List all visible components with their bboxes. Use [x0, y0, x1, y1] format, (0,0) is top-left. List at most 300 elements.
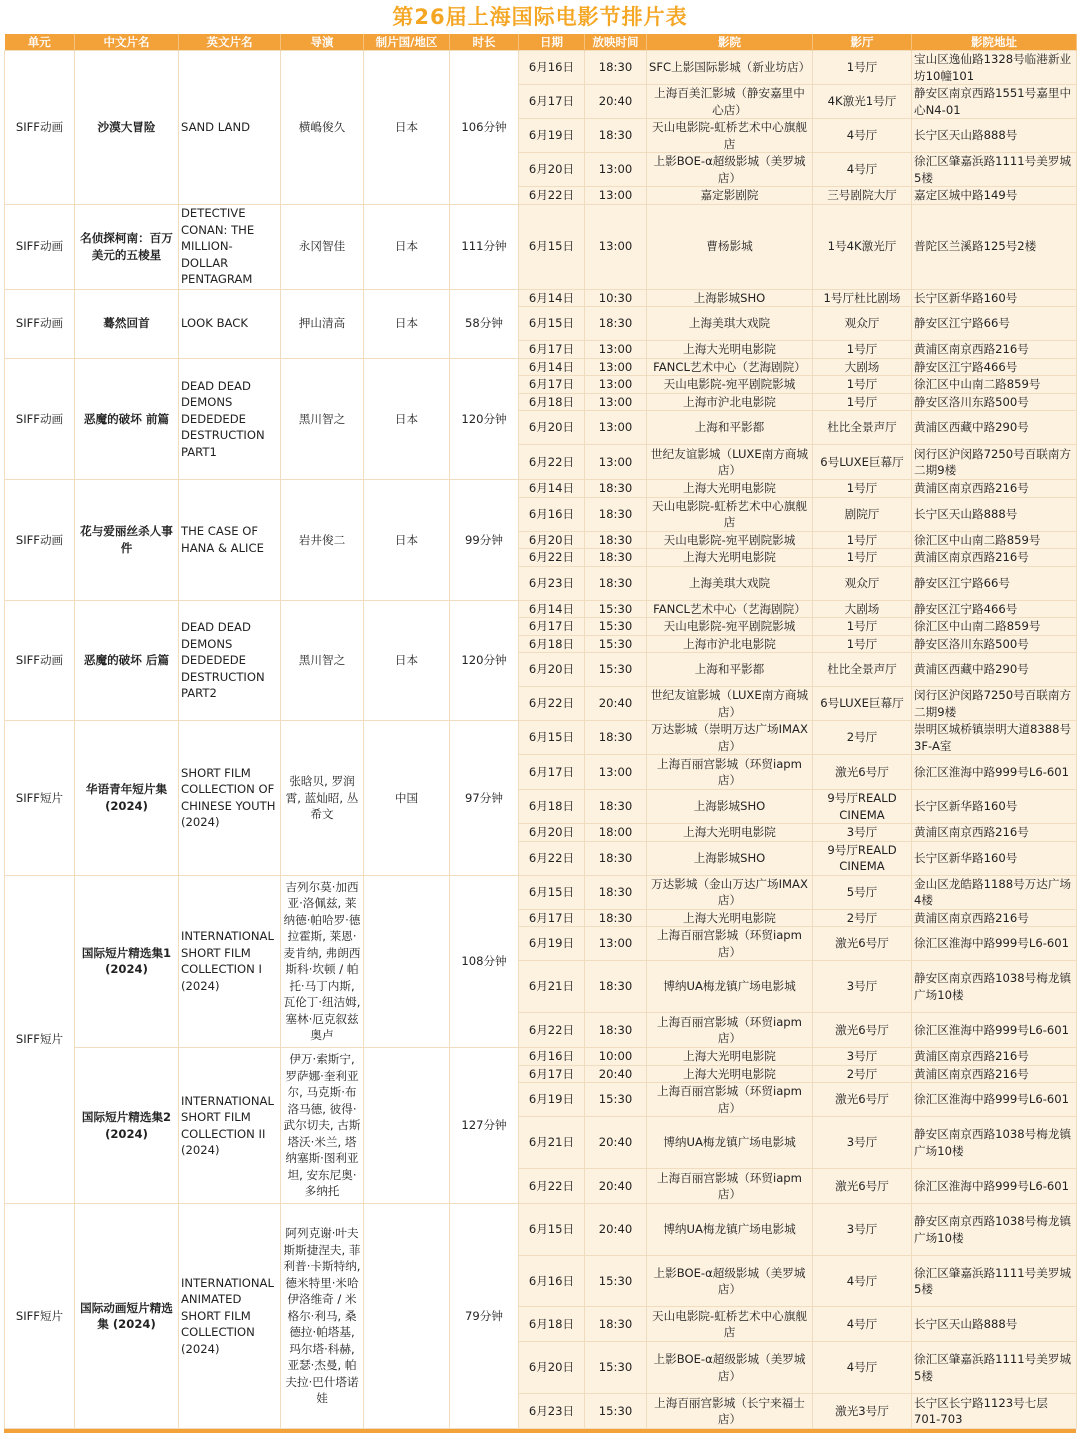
hall-name: 3号厅: [813, 824, 912, 842]
director: 横嶋俊久: [281, 51, 364, 205]
screening-time: 18:30: [585, 1307, 647, 1342]
cinema-name: 曹杨影城: [647, 204, 813, 289]
screening-time: 13:00: [585, 927, 647, 961]
cinema-name: FANCL艺术中心（艺海剧院）: [647, 358, 813, 376]
cinema-address: 静安区南京西路1551号嘉里中心N4-01: [912, 85, 1077, 119]
screening-row: [5, 480, 1077, 498]
hall-name: 激光6号厅: [813, 1013, 912, 1048]
cinema-name: 世纪友谊影城（LUXE南方商城店）: [647, 445, 813, 480]
screening-time: 15:30: [585, 1083, 647, 1117]
screening-date: 6月20日: [519, 1342, 585, 1394]
hall-name: 1号厅: [813, 549, 912, 567]
unit-cell: SIFF动画: [5, 358, 75, 480]
screening-date: 6月17日: [519, 1065, 585, 1083]
screening-date: 6月17日: [519, 341, 585, 359]
english-title: INTERNATIONAL SHORT FILM COLLECTION I (2024): [179, 875, 281, 1048]
country: 日本: [364, 480, 450, 601]
screening-date: 6月18日: [519, 1307, 585, 1342]
screening-date: 6月22日: [519, 549, 585, 567]
cinema-name: 上海大光明电影院: [647, 1048, 813, 1066]
screening-time: 18:30: [585, 875, 647, 909]
english-title: THE CASE OF HANA & ALICE: [179, 480, 281, 601]
screening-date: 6月21日: [519, 961, 585, 1013]
cinema-address: 徐汇区肇嘉浜路1111号美罗城5楼: [912, 1256, 1077, 1307]
director: 岩井俊二: [281, 480, 364, 601]
chinese-title: 蓦然回首: [75, 289, 179, 358]
cinema-name: 上海影城SHO: [647, 841, 813, 875]
screening-date: 6月16日: [519, 497, 585, 531]
cinema-name: 上海百丽宫影城（环贸iapm店）: [647, 755, 813, 790]
screening-date: 6月17日: [519, 85, 585, 119]
cinema-address: 黄浦区南京西路216号: [912, 909, 1077, 927]
screening-time: 10:30: [585, 289, 647, 307]
screening-date: 6月14日: [519, 480, 585, 498]
hall-name: 激光6号厅: [813, 1169, 912, 1204]
screening-row: [5, 289, 1077, 307]
screening-time: 13:00: [585, 411, 647, 445]
screening-date: 6月17日: [519, 755, 585, 790]
screening-time: 20:40: [585, 687, 647, 721]
screening-time: 18:30: [585, 909, 647, 927]
cinema-address: 静安区江宁路466号: [912, 358, 1077, 376]
cinema-address: 徐汇区中山南二路859号: [912, 531, 1077, 549]
screening-date: 6月22日: [519, 187, 585, 205]
hall-name: 1号厅: [813, 51, 912, 85]
screening-time: 18:30: [585, 1013, 647, 1048]
hall-name: 4号厅: [813, 1307, 912, 1342]
cinema-name: 天山电影院-虹桥艺术中心旗舰店: [647, 497, 813, 531]
screening-date: 6月22日: [519, 1013, 585, 1048]
cinema-address: 徐汇区淮海中路999号L6-601: [912, 1083, 1077, 1117]
screening-date: 6月17日: [519, 376, 585, 394]
screening-time: 13:00: [585, 445, 647, 480]
duration: 127分钟: [450, 1048, 519, 1204]
unit-cell: SIFF动画: [5, 204, 75, 289]
duration: 108分钟: [450, 875, 519, 1048]
screening-date: 6月20日: [519, 411, 585, 445]
english-title: SHORT FILM COLLECTION OF CHINESE YOUTH (2024): [179, 721, 281, 876]
screening-date: 6月20日: [519, 824, 585, 842]
hall-name: 大剧场: [813, 600, 912, 618]
screening-time: 18:30: [585, 566, 647, 600]
hall-name: 5号厅: [813, 875, 912, 909]
screening-date: 6月17日: [519, 909, 585, 927]
cinema-address: 静安区南京西路1038号梅龙镇广场10楼: [912, 1204, 1077, 1256]
screening-time: 18:30: [585, 497, 647, 531]
column-header: 单元: [5, 34, 75, 51]
cinema-address: 黄浦区南京西路216号: [912, 480, 1077, 498]
cinema-name: 万达影城（崇明万达广场IMAX店）: [647, 721, 813, 755]
country: 日本: [364, 358, 450, 480]
hall-name: 3号厅: [813, 1117, 912, 1169]
cinema-address: 徐汇区中山南二路859号: [912, 618, 1077, 636]
cinema-name: 上海和平影都: [647, 653, 813, 687]
hall-name: 1号厅: [813, 341, 912, 359]
unit-cell: SIFF短片: [5, 721, 75, 876]
screening-time: 18:30: [585, 51, 647, 85]
hall-name: 1号厅: [813, 480, 912, 498]
cinema-name: 天山电影院-宛平剧院影城: [647, 531, 813, 549]
cinema-address: 静安区南京西路1038号梅龙镇广场10楼: [912, 961, 1077, 1013]
hall-name: 激光6号厅: [813, 755, 912, 790]
cinema-name: 天山电影院-虹桥艺术中心旗舰店: [647, 119, 813, 153]
chinese-title: 国际短片精选集1 (2024): [75, 875, 179, 1048]
screening-time: 18:30: [585, 307, 647, 341]
screening-date: 6月22日: [519, 445, 585, 480]
screening-date: 6月14日: [519, 358, 585, 376]
english-title: INTERNATIONAL ANIMATED SHORT FILM COLLECTION (2024): [179, 1204, 281, 1429]
cinema-name: 上影BOE-α超级影城（美罗城店）: [647, 1256, 813, 1307]
screening-date: 6月20日: [519, 653, 585, 687]
hall-name: 杜比全景声厅: [813, 653, 912, 687]
hall-name: 3号厅: [813, 961, 912, 1013]
screening-time: 20:40: [585, 85, 647, 119]
column-header: 制片国/地区: [364, 34, 450, 51]
screening-date: 6月14日: [519, 289, 585, 307]
hall-name: 观众厅: [813, 566, 912, 600]
chinese-title: 华语青年短片集(2024): [75, 721, 179, 876]
country: 中国: [364, 721, 450, 876]
chinese-title: 花与爱丽丝杀人事件: [75, 480, 179, 601]
cinema-address: 徐汇区中山南二路859号: [912, 376, 1077, 394]
cinema-address: 静安区南京西路1038号梅龙镇广场10楼: [912, 1117, 1077, 1169]
hall-name: 激光6号厅: [813, 927, 912, 961]
hall-name: 激光3号厅: [813, 1394, 912, 1429]
cinema-name: 上海大光明电影院: [647, 824, 813, 842]
screening-time: 18:30: [585, 841, 647, 875]
cinema-name: 上影BOE-α超级影城（美罗城店）: [647, 153, 813, 187]
screening-time: 15:30: [585, 1256, 647, 1307]
screening-date: 6月18日: [519, 393, 585, 411]
cinema-name: 上海大光明电影院: [647, 341, 813, 359]
cinema-address: 徐汇区淮海中路999号L6-601: [912, 755, 1077, 790]
english-title: SAND LAND: [179, 51, 281, 205]
director: 押山清高: [281, 289, 364, 358]
director: 黑川智之: [281, 358, 364, 480]
unit-cell: SIFF动画: [5, 480, 75, 601]
duration: 97分钟: [450, 721, 519, 876]
country: [364, 875, 450, 1048]
cinema-address: 金山区龙皓路1188号万达广场4楼: [912, 875, 1077, 909]
screening-row: [5, 1048, 1077, 1066]
chinese-title: 国际动画短片精选集 (2024): [75, 1204, 179, 1429]
screening-date: 6月19日: [519, 1083, 585, 1117]
hall-name: 1号厅: [813, 618, 912, 636]
column-header: 导演: [281, 34, 364, 51]
country: 日本: [364, 204, 450, 289]
screening-time: 13:00: [585, 755, 647, 790]
cinema-address: 宝山区逸仙路1328号临港新业坊10幢101: [912, 51, 1077, 85]
cinema-address: 闵行区沪闵路7250号百联南方二期9楼: [912, 445, 1077, 480]
country: 日本: [364, 289, 450, 358]
hall-name: 3号厅: [813, 1048, 912, 1066]
cinema-address: 徐汇区肇嘉浜路1111号美罗城5楼: [912, 1342, 1077, 1394]
screening-time: 15:30: [585, 1394, 647, 1429]
screening-date: 6月19日: [519, 119, 585, 153]
duration: 79分钟: [450, 1204, 519, 1429]
screening-time: 15:30: [585, 618, 647, 636]
screening-date: 6月15日: [519, 875, 585, 909]
cinema-name: 上海和平影都: [647, 411, 813, 445]
column-header: 时长: [450, 34, 519, 51]
screening-time: 15:30: [585, 1342, 647, 1394]
cinema-address: 长宁区天山路888号: [912, 497, 1077, 531]
screening-time: 10:00: [585, 1048, 647, 1066]
bottom-rule: [4, 1429, 1076, 1433]
director: 永冈智佳: [281, 204, 364, 289]
screening-time: 20:40: [585, 1065, 647, 1083]
cinema-name: 上海百丽宫影城（环贸iapm店）: [647, 1083, 813, 1117]
screening-time: 18:30: [585, 549, 647, 567]
screening-time: 20:40: [585, 1204, 647, 1256]
cinema-name: 博纳UA梅龙镇广场电影城: [647, 1204, 813, 1256]
screening-time: 13:00: [585, 376, 647, 394]
cinema-address: 长宁区新华路160号: [912, 841, 1077, 875]
cinema-address: 静安区洛川东路500号: [912, 393, 1077, 411]
screening-date: 6月15日: [519, 204, 585, 289]
cinema-name: 上影BOE-α超级影城（美罗城店）: [647, 1342, 813, 1394]
screening-date: 6月22日: [519, 841, 585, 875]
page-title: 第26届上海国际电影节排片表: [392, 5, 688, 29]
cinema-address: 黄浦区西藏中路290号: [912, 653, 1077, 687]
screening-row: [5, 1204, 1077, 1256]
hall-name: 3号厅: [813, 1204, 912, 1256]
unit-cell: SIFF短片: [5, 875, 75, 1204]
header-row: [5, 34, 1077, 51]
screening-date: 6月23日: [519, 1394, 585, 1429]
cinema-name: 天山电影院-宛平剧院影城: [647, 618, 813, 636]
cinema-address: 徐汇区淮海中路999号L6-601: [912, 927, 1077, 961]
screening-date: 6月20日: [519, 153, 585, 187]
cinema-address: 闵行区沪闵路7250号百联南方二期9楼: [912, 687, 1077, 721]
cinema-address: 长宁区新华路160号: [912, 790, 1077, 824]
screening-date: 6月20日: [519, 531, 585, 549]
chinese-title: 国际短片精选集2 (2024): [75, 1048, 179, 1204]
hall-name: 1号厅杜比剧场: [813, 289, 912, 307]
screening-date: 6月15日: [519, 721, 585, 755]
column-header: 影厅: [813, 34, 912, 51]
director: 张晗贝, 罗润霄, 蓝灿昭, 丛希文: [281, 721, 364, 876]
screening-time: 13:00: [585, 187, 647, 205]
hall-name: 观众厅: [813, 307, 912, 341]
cinema-address: 嘉定区城中路149号: [912, 187, 1077, 205]
hall-name: 三号剧院大厅: [813, 187, 912, 205]
screening-time: 15:30: [585, 600, 647, 618]
cinema-address: 长宁区新华路160号: [912, 289, 1077, 307]
screening-time: 18:00: [585, 824, 647, 842]
cinema-address: 徐汇区肇嘉浜路1111号美罗城5楼: [912, 153, 1077, 187]
screening-time: 18:30: [585, 531, 647, 549]
screening-date: 6月14日: [519, 600, 585, 618]
screening-date: 6月17日: [519, 618, 585, 636]
screening-date: 6月15日: [519, 1204, 585, 1256]
country: [364, 1204, 450, 1429]
screening-row: [5, 600, 1077, 618]
screening-date: 6月22日: [519, 687, 585, 721]
duration: 120分钟: [450, 358, 519, 480]
hall-name: 2号厅: [813, 721, 912, 755]
cinema-address: 静安区江宁路66号: [912, 307, 1077, 341]
hall-name: 1号厅: [813, 635, 912, 653]
cinema-address: 黄浦区南京西路216号: [912, 1065, 1077, 1083]
country: 日本: [364, 51, 450, 205]
column-header: 放映时间: [585, 34, 647, 51]
hall-name: 6号LUXE巨幕厅: [813, 687, 912, 721]
cinema-address: 长宁区天山路888号: [912, 119, 1077, 153]
hall-name: 激光6号厅: [813, 1083, 912, 1117]
chinese-title: 名侦探柯南：百万美元的五棱星: [75, 204, 179, 289]
cinema-name: 上海百美汇影城（静安嘉里中心店）: [647, 85, 813, 119]
cinema-name: 上海影城SHO: [647, 790, 813, 824]
cinema-name: 上海大光明电影院: [647, 909, 813, 927]
screening-time: 15:30: [585, 653, 647, 687]
screening-row: [5, 875, 1077, 909]
english-title: DEAD DEAD DEMONS DEDEDEDE DESTRUCTION PART1: [179, 358, 281, 480]
hall-name: 1号厅: [813, 376, 912, 394]
cinema-address: 静安区洛川东路500号: [912, 635, 1077, 653]
screening-date: 6月16日: [519, 1048, 585, 1066]
country: [364, 1048, 450, 1204]
cinema-name: 万达影城（金山万达广场IMAX店）: [647, 875, 813, 909]
cinema-name: 上海美琪大戏院: [647, 307, 813, 341]
hall-name: 4号厅: [813, 153, 912, 187]
hall-name: 9号厅REALD CINEMA: [813, 841, 912, 875]
cinema-address: 黄浦区南京西路216号: [912, 1048, 1077, 1066]
screening-row: [5, 204, 1077, 289]
chinese-title: 沙漠大冒险: [75, 51, 179, 205]
screening-time: 20:40: [585, 1169, 647, 1204]
column-header: 中文片名: [75, 34, 179, 51]
cinema-address: 黄浦区南京西路216号: [912, 549, 1077, 567]
cinema-name: 上海市沪北电影院: [647, 393, 813, 411]
cinema-address: 普陀区兰溪路125号2楼: [912, 204, 1077, 289]
screening-time: 13:00: [585, 341, 647, 359]
hall-name: 杜比全景声厅: [813, 411, 912, 445]
cinema-name: SFC上影国际影城（新业坊店）: [647, 51, 813, 85]
cinema-name: 天山电影院-宛平剧院影城: [647, 376, 813, 394]
screening-row: [5, 51, 1077, 85]
cinema-address: 黄浦区南京西路216号: [912, 824, 1077, 842]
cinema-name: 上海大光明电影院: [647, 549, 813, 567]
hall-name: 1号厅: [813, 393, 912, 411]
unit-cell: SIFF动画: [5, 600, 75, 721]
hall-name: 4号厅: [813, 1256, 912, 1307]
cinema-name: 上海百丽宫影城（环贸iapm店）: [647, 927, 813, 961]
hall-name: 9号厅REALD CINEMA: [813, 790, 912, 824]
cinema-name: 上海市沪北电影院: [647, 635, 813, 653]
screening-time: 13:00: [585, 358, 647, 376]
column-header: 影院: [647, 34, 813, 51]
chinese-title: 恶魔的破坏 后篇: [75, 600, 179, 721]
screening-row: [5, 721, 1077, 755]
duration: 58分钟: [450, 289, 519, 358]
screening-time: 13:00: [585, 204, 647, 289]
hall-name: 1号厅: [813, 531, 912, 549]
screening-date: 6月18日: [519, 790, 585, 824]
hall-name: 4号厅: [813, 119, 912, 153]
screening-row: [5, 358, 1077, 376]
unit-cell: SIFF动画: [5, 289, 75, 358]
duration: 120分钟: [450, 600, 519, 721]
screening-time: 18:30: [585, 790, 647, 824]
hall-name: 4K激光1号厅: [813, 85, 912, 119]
english-title: INTERNATIONAL SHORT FILM COLLECTION II (2024): [179, 1048, 281, 1204]
cinema-address: 徐汇区淮海中路999号L6-601: [912, 1013, 1077, 1048]
director: 黑川智之: [281, 600, 364, 721]
cinema-address: 崇明区城桥镇崇明大道8388号3F-A室: [912, 721, 1077, 755]
hall-name: 2号厅: [813, 1065, 912, 1083]
cinema-address: 黄浦区西藏中路290号: [912, 411, 1077, 445]
screening-time: 18:30: [585, 480, 647, 498]
cinema-name: 上海影城SHO: [647, 289, 813, 307]
schedule-table: [4, 34, 1077, 1429]
cinema-name: 上海大光明电影院: [647, 480, 813, 498]
cinema-address: 黄浦区南京西路216号: [912, 341, 1077, 359]
hall-name: 4号厅: [813, 1342, 912, 1394]
cinema-name: FANCL艺术中心（艺海剧院）: [647, 600, 813, 618]
duration: 111分钟: [450, 204, 519, 289]
cinema-name: 上海美琪大戏院: [647, 566, 813, 600]
cinema-address: 徐汇区淮海中路999号L6-601: [912, 1169, 1077, 1204]
unit-cell: SIFF动画: [5, 51, 75, 205]
unit-cell: SIFF短片: [5, 1204, 75, 1429]
cinema-address: 静安区江宁路66号: [912, 566, 1077, 600]
cinema-name: 世纪友谊影城（LUXE南方商城店）: [647, 687, 813, 721]
english-title: LOOK BACK: [179, 289, 281, 358]
cinema-name: 天山电影院-虹桥艺术中心旗舰店: [647, 1307, 813, 1342]
screening-time: 15:30: [585, 635, 647, 653]
cinema-name: 博纳UA梅龙镇广场电影城: [647, 1117, 813, 1169]
cinema-name: 上海百丽宫影城（环贸iapm店）: [647, 1169, 813, 1204]
screening-date: 6月16日: [519, 1256, 585, 1307]
duration: 99分钟: [450, 480, 519, 601]
screening-date: 6月22日: [519, 1169, 585, 1204]
screening-time: 18:30: [585, 721, 647, 755]
english-title: DETECTIVE CONAN: THE MILLION-DOLLAR PENTAGRAM: [179, 204, 281, 289]
director: 伊万·索斯宁, 罗萨娜·奎利亚尔, 马克斯·布洛马德, 彼得·武尔切夫, 古斯塔沃·米兰, 塔纳塞斯·图利亚坦, 安东尼奥·多纳托: [281, 1048, 364, 1204]
hall-name: 大剧场: [813, 358, 912, 376]
screening-date: 6月18日: [519, 635, 585, 653]
duration: 106分钟: [450, 51, 519, 205]
hall-name: 剧院厅: [813, 497, 912, 531]
director: 阿列克谢·叶夫斯斯捷涅夫, 菲利普·卡斯特纳, 德米特里·米哈伊洛维奇 / 米格尔·利马, 桑德拉·帕塔基, 玛尔塔·科赫, 亚瑟·杰曼, 帕夫拉·巴什塔诺娃: [281, 1204, 364, 1429]
screening-time: 13:00: [585, 393, 647, 411]
screening-date: 6月19日: [519, 927, 585, 961]
column-header: 影院地址: [912, 34, 1077, 51]
cinema-address: 长宁区天山路888号: [912, 1307, 1077, 1342]
screening-time: 18:30: [585, 961, 647, 1013]
cinema-address: 长宁区长宁路1123号七层701-703: [912, 1394, 1077, 1429]
cinema-address: 静安区江宁路466号: [912, 600, 1077, 618]
screening-date: 6月15日: [519, 307, 585, 341]
hall-name: 6号LUXE巨幕厅: [813, 445, 912, 480]
cinema-name: 上海百丽宫影城（环贸iapm店）: [647, 1013, 813, 1048]
cinema-name: 嘉定影剧院: [647, 187, 813, 205]
cinema-name: 博纳UA梅龙镇广场电影城: [647, 961, 813, 1013]
screening-time: 13:00: [585, 153, 647, 187]
english-title: DEAD DEAD DEMONS DEDEDEDE DESTRUCTION PART2: [179, 600, 281, 721]
screening-time: 18:30: [585, 119, 647, 153]
director: 吉列尔莫·加西亚·洛佩兹, 莱纳德·帕哈罗·德拉霍斯, 莱恩·麦肯纳, 弗朗西斯科·坎顿 / 帕托·马丁内斯, 瓦伦丁·纽洁姆, 塞林·厄克叙兹奥卢: [281, 875, 364, 1048]
cinema-name: 上海大光明电影院: [647, 1065, 813, 1083]
screening-date: 6月16日: [519, 51, 585, 85]
column-header: 日期: [519, 34, 585, 51]
chinese-title: 恶魔的破坏 前篇: [75, 358, 179, 480]
screening-date: 6月23日: [519, 566, 585, 600]
hall-name: 2号厅: [813, 909, 912, 927]
hall-name: 1号4K激光厅: [813, 204, 912, 289]
cinema-name: 上海百丽宫影城（长宁来福士店）: [647, 1394, 813, 1429]
